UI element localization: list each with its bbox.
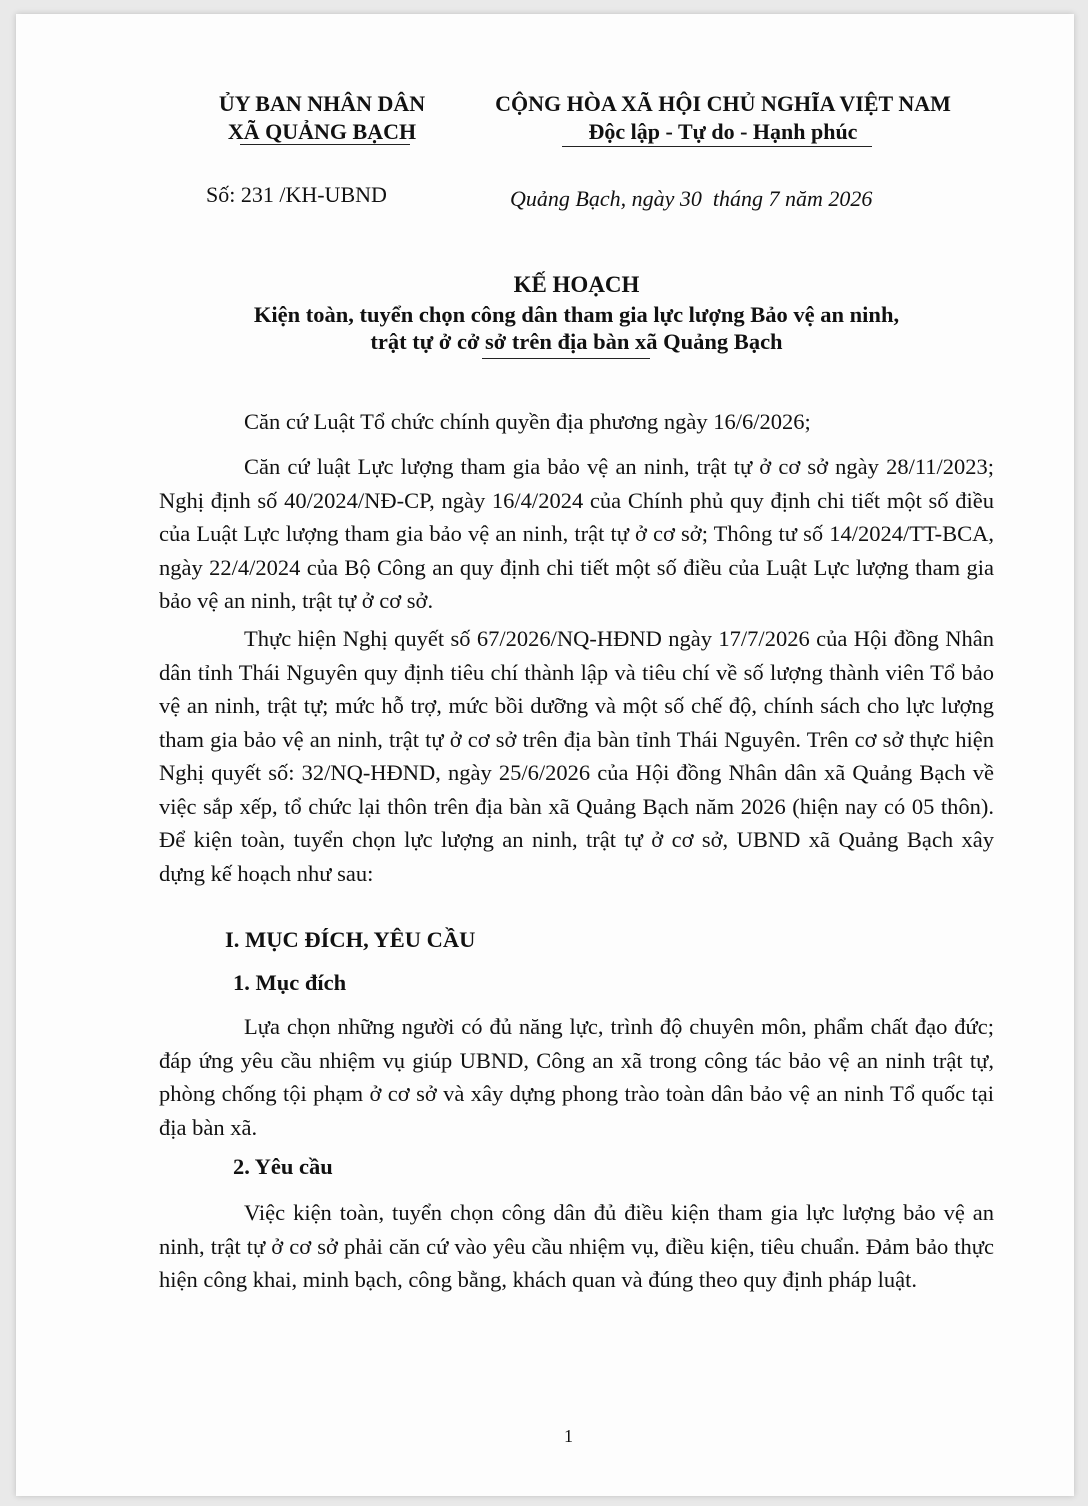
- motto-line: Độc lập - Tự do - Hạnh phúc: [588, 119, 858, 144]
- paragraph-legal-basis-1: Căn cứ Luật Tổ chức chính quyền địa phương ngày 16/6/2026;: [244, 409, 811, 434]
- paragraph-implementation: Thực hiện Nghị quyết số 67/2026/NQ-HĐND ngày 17/7/2026 của Hội đồng Nhân dân tỉnh Thái Nguyên quy định tiêu chí thành lập và tiêu chí về số lượng thành viên Tổ bảo vệ an ninh, trật tự; mức hỗ trợ, mức bồi dưỡng và một số chế độ, chính sách cho lực lượng tham gia bảo vệ an ninh, trật tự ở cơ sở trên địa bàn tỉnh Thái Nguyên. Trên cơ sở thực hiện Nghị quyết số: 32/NQ-HĐND, ngày 25/6/2026 của Hội đồng Nhân dân xã Quảng Bạch về việc sắp xếp, tổ chức lại thôn trên địa bàn xã Quảng Bạch năm 2026 (hiện nay có 05 thôn). Để kiện toàn, tuyển chọn lực lượng an ninh, trật tự ở cơ sở, UBND xã Quảng Bạch xây dựng kế hoạch như sau:: [159, 626, 994, 886]
- document-title: KẾ HOẠCH: [513, 272, 640, 297]
- document-subtitle-1: Kiện toàn, tuyển chọn công dân tham gia lực lượng Bảo vệ an ninh,: [253, 302, 900, 327]
- title-underline: [482, 358, 650, 359]
- document-subtitle-2: trật tự ở cở sở trên địa bàn xã Quảng Bạch: [370, 329, 783, 354]
- document-number: Số: 231 /KH-UBND: [206, 182, 387, 207]
- subsection-1-text: Lựa chọn những người có đủ năng lực, trình độ chuyên môn, phẩm chất đạo đức; đáp ứng yêu cầu nhiệm vụ giúp UBND, Công an xã trong công tác bảo vệ an ninh trật tự, phòng chống tội phạm ở cơ sở và xây dựng phong trào toàn dân bảo vệ an ninh Tổ quốc tại địa bàn xã.: [159, 1014, 994, 1140]
- agency-name: [182, 90, 462, 146]
- agency-underline: [240, 144, 410, 145]
- document-page: [16, 14, 1074, 1496]
- page-number: 1: [564, 1426, 573, 1446]
- subsection-2-heading: 2. Yêu cầu: [233, 1154, 333, 1179]
- national-title: CỘNG HÒA XÃ HỘI CHỦ NGHĨA VIỆT NAM: [495, 91, 951, 116]
- section-heading: I. MỤC ĐÍCH, YÊU CẦU: [225, 927, 476, 952]
- paragraph-legal-basis-2: Căn cứ luật Lực lượng tham gia bảo vệ an ninh, trật tự ở cơ sở ngày 28/11/2023; Nghị định số 40/2024/NĐ-CP, ngày 16/4/2024 của Chính phủ quy định chi tiết một số điều của Luật Lực lượng tham gia bảo vệ an ninh, trật tự ở cơ sở; Thông tư số 14/2024/TT-BCA, ngày 22/4/2024 của Bộ Công an quy định chi tiết một số điều của Luật Lực lượng tham gia bảo vệ an ninh, trật tự ở cơ sở.: [159, 454, 994, 613]
- national-motto: [468, 90, 978, 146]
- place-and-date: Quảng Bạch, ngày 30 tháng 7 năm 2026: [510, 186, 873, 211]
- subsection-1-heading: 1. Mục đích: [233, 970, 347, 995]
- motto-underline: [562, 146, 872, 147]
- subsection-2-text: Việc kiện toàn, tuyển chọn công dân đủ điều kiện tham gia lực lượng bảo vệ an ninh, trật tự ở cơ sở phải căn cứ vào yêu cầu nhiệm vụ, điều kiện, tiêu chuẩn. Đảm bảo thực hiện công khai, minh bạch, công bằng, khách quan và đúng theo quy định pháp luật.: [159, 1200, 994, 1292]
- agency-line-2: XÃ QUẢNG BẠCH: [227, 119, 417, 144]
- agency-line-1: ỦY BAN NHÂN DÂN: [218, 91, 426, 116]
